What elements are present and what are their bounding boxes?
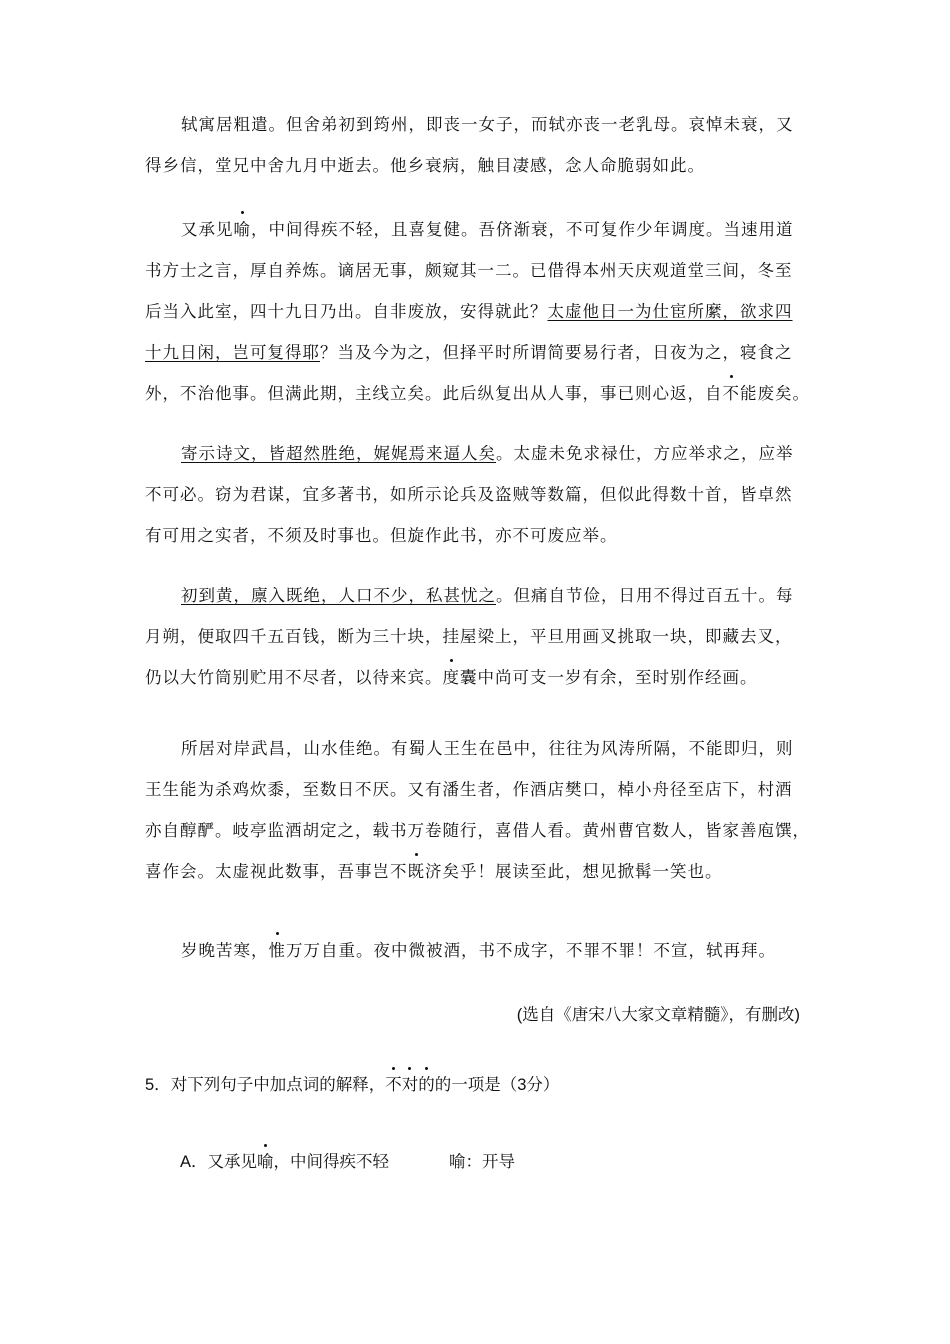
text-segment: 岁晚苦寒， <box>181 941 269 960</box>
paragraph-5-line-3: 亦自醇酽。岐亭监酒胡定之，载书万卷随行，喜借人看。黄州曹官数人，皆家善庖馔， <box>145 821 810 840</box>
paragraph-6-line-1 <box>145 930 805 971</box>
text-segment: 。太虚未免求禄仕，方应举求之，应举 <box>496 444 794 463</box>
text-segment: 仍以大竹筒别贮用不尽者，以待来宾。 <box>145 668 443 687</box>
paragraph-2-line-1 <box>145 209 805 250</box>
paragraph-2-line-5 <box>145 373 810 414</box>
dotted-word: 惟 <box>268 941 286 960</box>
paragraph-4-line-2: 月朔，便取四千五百钱，断为三十块，挂屋梁上，平旦用画叉挑取一块，即藏去叉， <box>145 627 793 646</box>
text-segment: ，中间得疾不轻，且喜复健。吾侪渐衰，不可复作少年调度。当速用道 <box>251 220 794 239</box>
dotted-word: 喻 <box>257 1153 274 1171</box>
paragraph-4 <box>145 575 805 698</box>
underlined-sentence: 十九日闲，岂可复得耶 <box>145 343 320 362</box>
paragraph-1-line-1: 轼寓居粗遣。但舍弟初到筠州，即丧一女子，而轼亦丧一老乳母。哀悼未衰，又 <box>181 115 794 134</box>
text-segment: 喜作会。太虚视此数事，吾事岂不 <box>145 862 408 881</box>
text-segment: ？当及今为之，但择平时所谓简要易行者，日夜为之，寝食之 <box>320 343 793 362</box>
text-segment: 。但痛自节俭，日用不得过百五十。每 <box>496 586 794 605</box>
option-sentence: 又承见 <box>207 1153 258 1171</box>
text-segment: 万万自重。夜中微被酒，书不成字，不罪不罪！不宣，轼再拜。 <box>286 941 776 960</box>
text-segment: 又承见 <box>181 220 234 239</box>
underlined-sentence: 初到黄，廪入既绝，人口不少，私甚忧之 <box>181 586 496 605</box>
dotted-word: 对 <box>401 1076 419 1094</box>
paragraph-2 <box>145 209 810 414</box>
paragraph-2-line-2: 书方士之言，厚自养炼。谪居无事，颇窥其一二。已借得本州天庆观道堂三间，冬至 <box>145 261 793 280</box>
paragraph-3 <box>145 433 805 556</box>
paragraph-2-line-4 <box>145 332 805 373</box>
dotted-word: 不 <box>722 384 740 403</box>
paragraph-3-line-1 <box>145 433 805 474</box>
option-sentence: ，中间得疾不轻 <box>273 1153 390 1171</box>
text-segment: 囊中尚可支一岁有余，至时别作经画。 <box>460 668 758 687</box>
underlined-sentence: 太虚他日一为仕宦所縻，欲求四 <box>547 302 793 321</box>
paragraph-5-line-4 <box>145 851 805 892</box>
text-segment: 后当入此室，四十九日乃出。自非废放，安得就此？ <box>145 302 548 321</box>
paragraph-1-line-2: 得乡信，堂兄中舍九月中逝去。他乡衰病，触目凄感，念人命脆弱如此。 <box>145 156 705 175</box>
question-text: 对下列句子中加点词的解释， <box>170 1076 386 1094</box>
paragraph-5 <box>145 728 810 892</box>
paragraph-5-line-2: 王生能为杀鸡炊黍，至数日不厌。又有潘生者，作酒店樊口，棹小舟径至店下，村酒 <box>145 780 793 799</box>
paragraph-4-line-3 <box>145 657 805 698</box>
paragraph-2-line-3 <box>145 291 805 332</box>
option-a <box>180 1148 515 1172</box>
question-text: 的一项是（3分） <box>434 1076 560 1094</box>
source-citation: (选自《唐宋八大家文章精髓》，有删改) <box>516 1006 800 1024</box>
paragraph-6 <box>145 930 805 971</box>
text-segment: 外，不治他事。但满此期，主线立矣。此后纵复出从人事，事已则心返，自 <box>145 384 723 403</box>
underlined-sentence: 寄示诗文，皆超然胜绝，娓娓焉来逼人矣 <box>181 444 496 463</box>
dotted-word: 度 <box>442 668 460 687</box>
dotted-word: 的 <box>418 1076 435 1094</box>
paragraph-3-line-3: 有可用之实者，不须及时事也。但旋作此书，亦不可废应举。 <box>145 526 618 545</box>
dotted-word: 既 <box>407 862 425 881</box>
option-letter: A． <box>180 1153 208 1171</box>
question-number: 5． <box>145 1076 171 1094</box>
paragraph-3-line-2: 不可必。窃为君谋，宜多著书，如所示论兵及盗贼等数篇，但似此得数十首，皆卓然 <box>145 485 793 504</box>
option-gloss: 喻：开导 <box>449 1153 516 1171</box>
dotted-word: 不 <box>385 1076 402 1094</box>
paragraph-1 <box>145 104 805 186</box>
paragraph-5-line-1: 所居对岸武昌，山水佳绝。有蜀人王生在邑中，往往为风涛所隔，不能即归，则 <box>181 739 794 758</box>
question-5 <box>145 1071 559 1095</box>
paragraph-4-line-1 <box>145 575 805 616</box>
text-segment: 济矣乎！展读至此，想见掀髯一笑也。 <box>425 862 723 881</box>
text-segment: 能废矣。 <box>740 384 810 403</box>
dotted-word: 喻 <box>233 220 251 239</box>
